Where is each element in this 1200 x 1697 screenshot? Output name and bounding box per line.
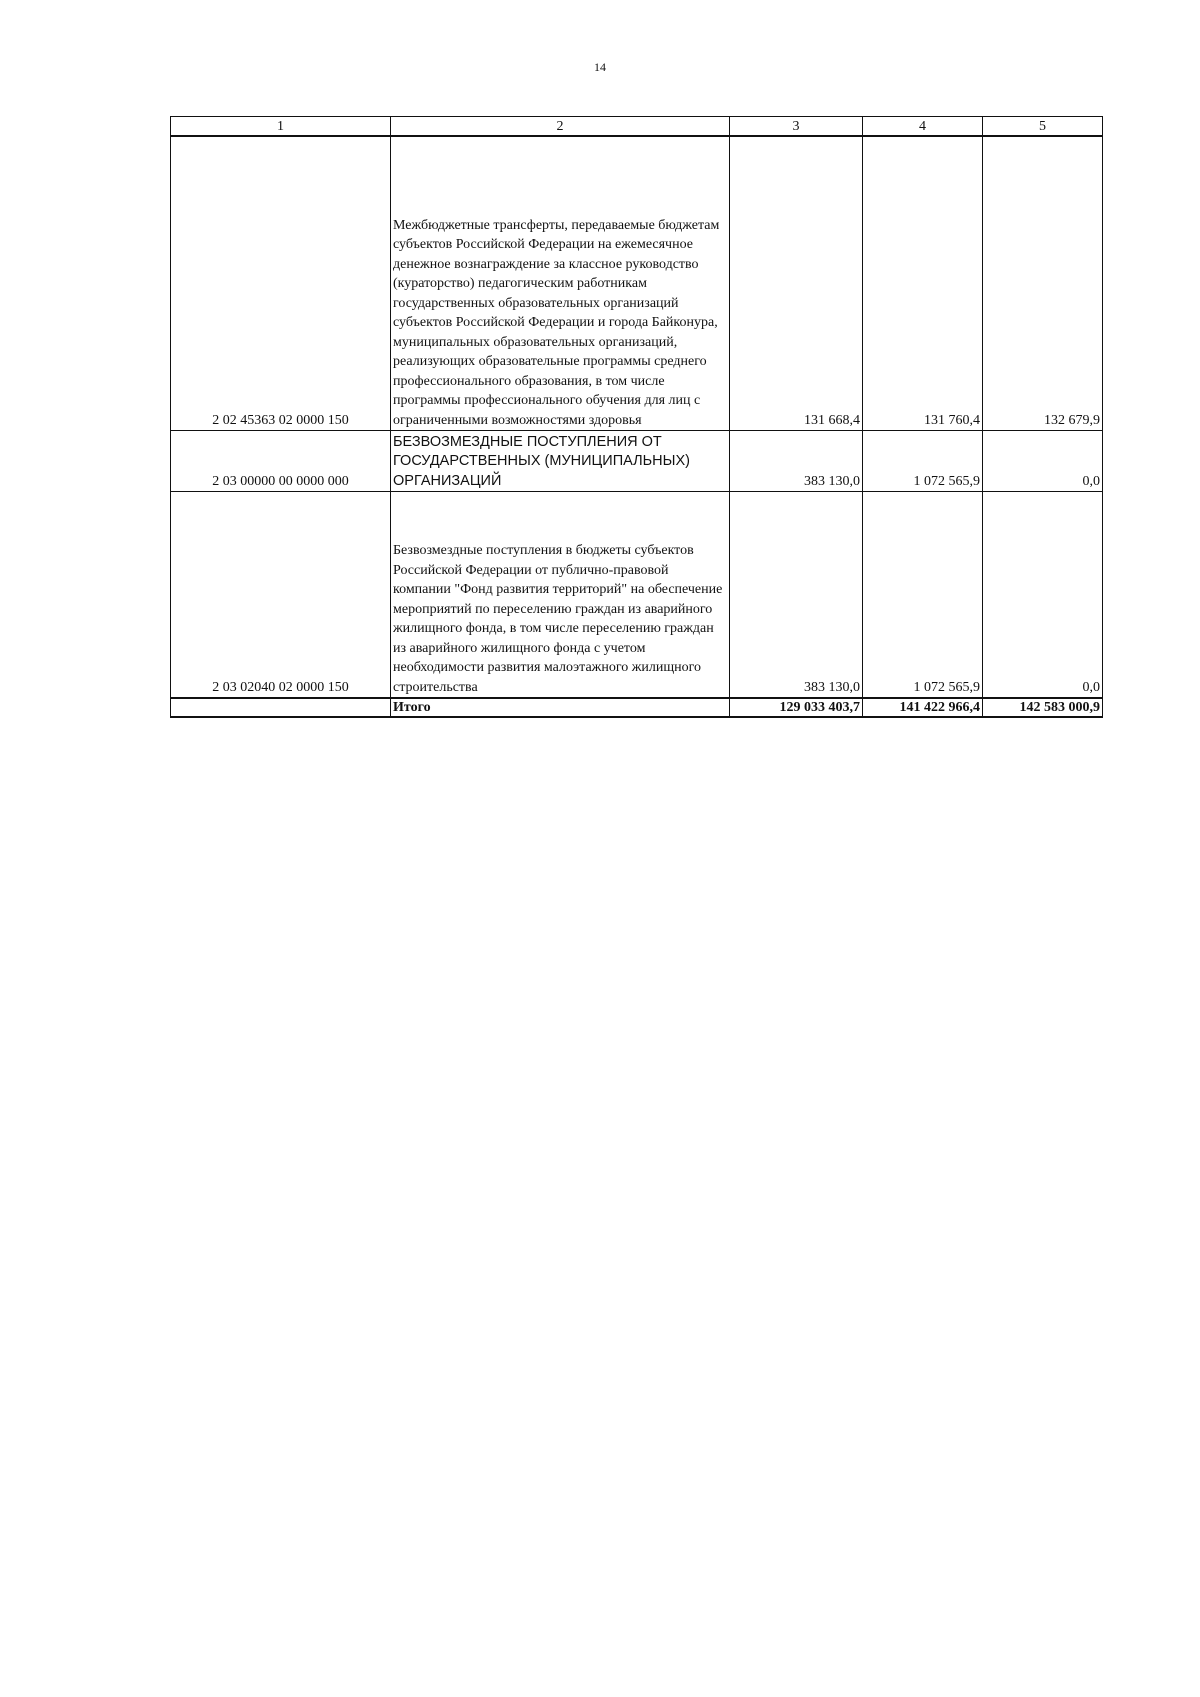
amount-col-4: 131 760,4 xyxy=(863,136,983,431)
amount-col-4: 1 072 565,9 xyxy=(863,492,983,699)
total-col-3: 129 033 403,7 xyxy=(730,698,863,717)
header-col-2: 2 xyxy=(391,117,730,137)
amount-col-5: 0,0 xyxy=(983,492,1103,699)
header-col-1: 1 xyxy=(171,117,391,137)
amount-col-4: 1 072 565,9 xyxy=(863,431,983,492)
table-header xyxy=(171,117,1103,137)
header-col-3: 3 xyxy=(730,117,863,137)
revenue-name xyxy=(391,136,730,431)
total-col-4: 141 422 966,4 xyxy=(863,698,983,717)
revenue-code: 2 03 00000 00 0000 000 xyxy=(171,431,391,492)
amount-col-5: 0,0 xyxy=(983,431,1103,492)
revenue-name-text: Безвозмездные поступления в бюджеты субъектов Российской Федерации от публично-правовой компании "Фонд развития территорий" на обеспечение мероприятий по переселению граждан из аварийного жилищного фонда, в том числе переселению граждан из аварийного жилищного фонда с учетом необходимости развития малоэтажного жилищного строительства xyxy=(393,543,723,695)
revenue-code: 2 03 02040 02 0000 150 xyxy=(171,492,391,699)
revenue-name-text: Межбюджетные трансферты, передаваемые бюджетам субъектов Российской Федерации на ежемесячное денежное вознаграждение за классное руководство (кураторство) педагогическим работникам государственных образовательных организаций субъектов Российской Федерации и города Байконура, муниципальных образовательных организаций, реализующих образовательные программы среднего профессионального образования, в том числе программы профессионального обучения для лиц с ограниченными возможностями здоровья xyxy=(393,217,720,428)
revenue-code: 2 02 45363 02 0000 150 xyxy=(171,136,391,431)
amount-col-3: 383 130,0 xyxy=(730,492,863,699)
amount-col-3: 131 668,4 xyxy=(730,136,863,431)
amount-col-5: 132 679,9 xyxy=(983,136,1103,431)
table-row xyxy=(171,431,1103,492)
header-col-5: 5 xyxy=(983,117,1103,137)
page-number: 14 xyxy=(594,60,606,74)
total-row xyxy=(171,698,1103,717)
budget-revenue-table xyxy=(170,116,1103,718)
revenue-name xyxy=(391,431,730,492)
revenue-name xyxy=(391,492,730,699)
header-row xyxy=(171,117,1103,137)
total-label: Итого xyxy=(391,698,730,717)
header-col-4: 4 xyxy=(863,117,983,137)
total-empty-cell xyxy=(171,698,391,717)
amount-col-3: 383 130,0 xyxy=(730,431,863,492)
table-row xyxy=(171,492,1103,699)
revenue-name-text: БЕЗВОЗМЕЗДНЫЕ ПОСТУПЛЕНИЯ ОТ ГОСУДАРСТВЕННЫХ (МУНИЦИПАЛЬНЫХ) ОРГАНИЗАЦИЙ xyxy=(393,433,690,489)
table-row xyxy=(171,136,1103,431)
total-col-5: 142 583 000,9 xyxy=(983,698,1103,717)
table-body xyxy=(171,136,1103,717)
